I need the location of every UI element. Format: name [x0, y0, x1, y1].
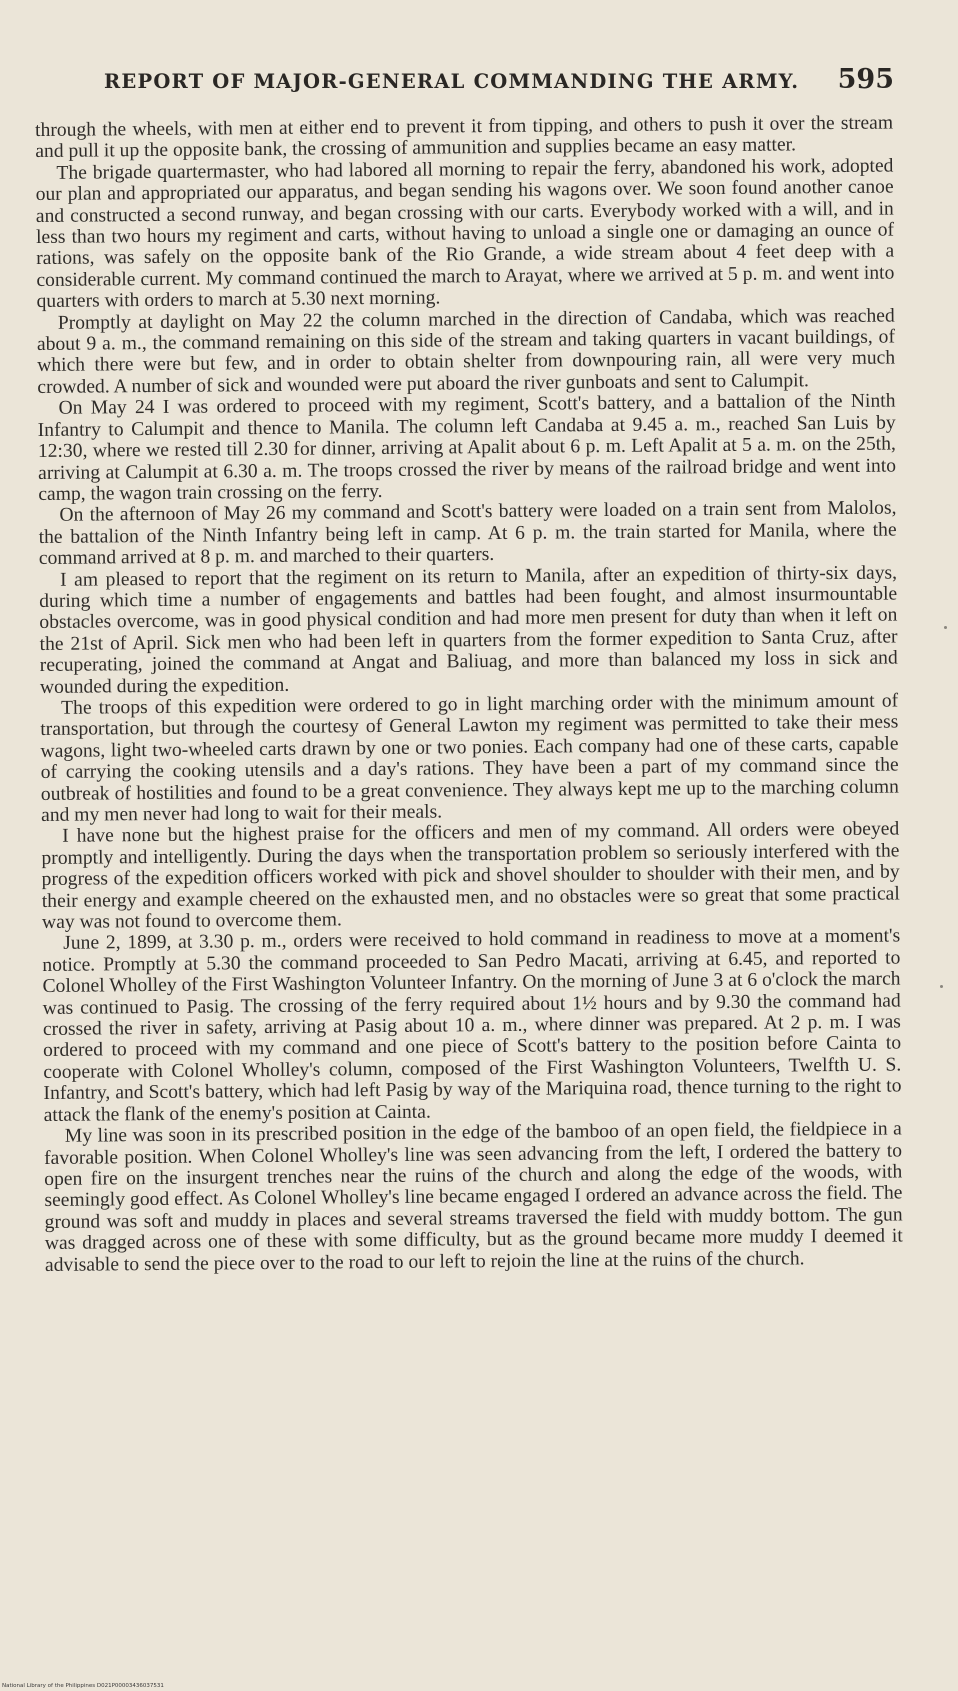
paragraph: I am pleased to report that the regiment on its return to Manila, after an expedition of thirty-six days, during which time a number of engagements and battles had been fought, and almost insurmountable obstacles overcome, was in good physical condition and had more men present for duty than when it left on the 21st of April. Sick men who had been left in quarters from the former expedition to Santa Cruz, after recuperating, joined the command at Angat and Baliuag, and more than balanced my loss in sick and wounded during the expedition.	[39, 562, 898, 698]
body-text	[35, 113, 903, 1276]
paragraph: through the wheels, with men at either end to prevent it from tipping, and others to push it over the stream and pull it up the opposite bank, the crossing of ammunition and supplies became an easy matter.	[35, 112, 894, 163]
source-footer: National Library of the Philippines D021P00003436037531	[2, 1683, 164, 1689]
paragraph: The troops of this expedition were ordered to go in light marching order with the minimum amount of transportation, but through the courtesy of General Lawton my regiment was permitted to take their mess wagons, light two-wheeled carts drawn by one or two ponies. Each company had one of these carts, capable of carrying the cooking utensils and a day's rations. They have been a part of my command since the outbreak of hostilities and found to be a great convenience. They always kept me up to the marching column and my men never had long to wait for their meals.	[40, 690, 899, 826]
page-number: 595	[837, 64, 894, 95]
paragraph: My line was soon in its prescribed position in the edge of the bamboo of an open field, the fieldpiece in a favorable position. When Colonel Wholley's line was seen advancing from the left, I ordered the battery to open fire on the insurgent trenches near the ruins of the church and along the edge of the woods, with seemingly good effect. As Colonel Wholley's line became engaged I ordered an advance across the field. The ground was soft and muddy in places and several streams traversed the field with muddy bottom. The gun was dragged across one of these with some difficulty, but as the ground became more muddy I deemed it advisable to send the piece over to the road to our left to rejoin the line at the ruins of the church.	[43, 1118, 903, 1276]
paragraph: On the afternoon of May 26 my command and Scott's battery were loaded on a train sent from Malolos, the battalion of the Ninth Infantry being left in camp. At 6 p. m. the train started for Manila, where the command arrived at 8 p. m. and marched to their quarters.	[38, 497, 897, 570]
running-head: REPORT OF MAJOR-GENERAL COMMANDING THE ARMY.	[104, 70, 800, 93]
page-header	[104, 62, 894, 102]
paragraph: The brigade quartermaster, who had labored all morning to repair the ferry, abandoned his work, adopted our plan and appropriated our apparatus, and began sending his wagons over. We soon found another canoe and constructed a second runway, and began crossing with our carts. Everybody worked with a will, and in less than two hours my regiment and carts, without having to unload a single one or damaging an ounce of rations, was safely on the opposite bank of the Rio Grande, a wide stream about 4 feet deep with a considerable current. My command continued the march to Arayat, where we arrived at 5 p. m. and went into quarters with orders to march at 5.30 next morning.	[35, 155, 895, 313]
paragraph: On May 24 I was ordered to proceed with my regiment, Scott's battery, and a battalion of the Ninth Infantry to Calumpit and thence to Manila. The column left Candaba at 9.45 a. m., reached San Luis by 12:30, where we rested till 2.30 for dinner, arriving at Apalit about 6 p. m. Left Apalit at 5 a. m. on the 25th, arriving at Calumpit at 6.30 a. m. The troops crossed the river by means of the railroad bridge and went into camp, the wagon train crossing on the ferry.	[37, 390, 897, 505]
paragraph: Promptly at daylight on May 22 the column marched in the direction of Candaba, which was reached about 9 a. m., the command remaining on this side of the stream and taking quarters in vacant buildings, of which there were but few, and in order to obtain shelter from downpouring rain, all were very much crowded. A number of sick and wounded were put aboard the river gunboats and sent to Calumpit.	[36, 305, 896, 398]
paragraph: I have none but the highest praise for the officers and men of my command. All orders were obeyed promptly and intelligently. During the days when the transportation problem so seriously interfered with the progress of the expedition officers worked with pick and shovel shoulder to shoulder with their men, and by their energy and example cheered on the exhausted men, and no obstacles were so great that some practical way was not found to overcome them.	[41, 818, 900, 934]
paper-speck	[944, 626, 947, 629]
paper-speck	[940, 985, 943, 988]
paragraph: June 2, 1899, at 3.30 p. m., orders were received to hold command in readiness to move at a moment's notice. Promptly at 5.30 the command proceeded to San Pedro Macati, arriving at 6.45, and reported to Colonel Wholley of the First Washington Volunteer Infantry. On the morning of June 3 at 6 o'clock the march was continued to Pasig. The crossing of the ferry required about 1½ hours and by 9.30 the command had crossed the river in safety, arriving at Pasig about 10 a. m., where dinner was prepared. At 2 p. m. I was ordered to proceed with my command and one piece of Scott's battery to the position before Cainta to cooperate with Colonel Wholley's column, composed of the First Washington Volunteers, Twelfth U. S. Infantry, and Scott's battery, which had left Pasig by way of the Mariquina road, thence turning to the right to attack the flank of the enemy's position at Cainta.	[42, 925, 902, 1126]
